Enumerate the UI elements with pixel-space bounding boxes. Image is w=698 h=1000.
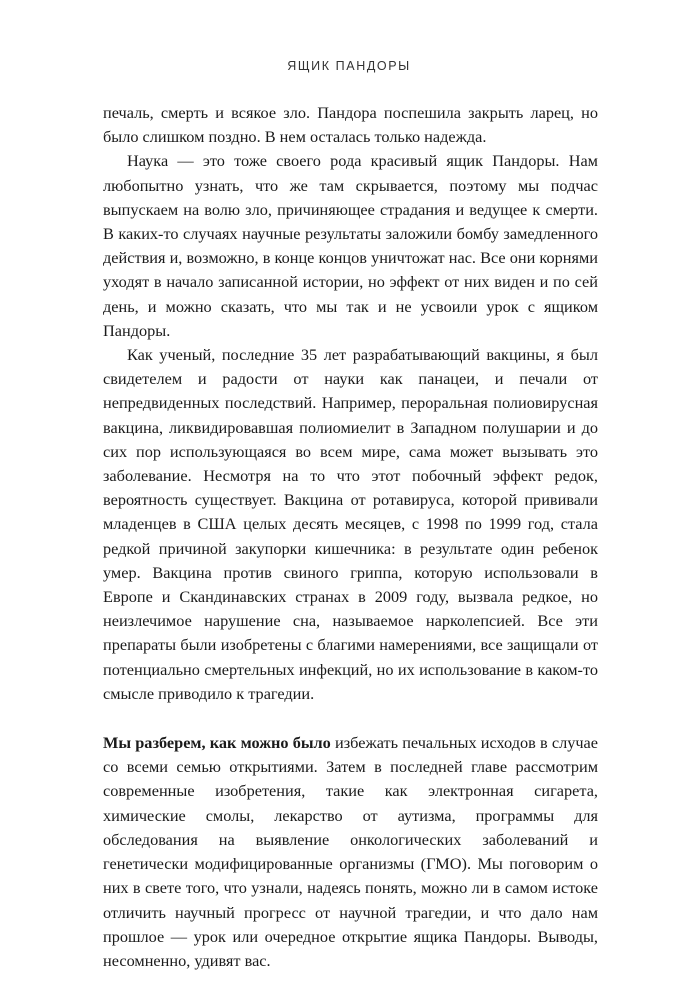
paragraph-4-text: избежать печальных исходов в случае со всеми семью открытиями. Затем в последней главе рассмотрим современные изобретения, такие как электронная сигарета, химические смолы, лекарство от аутизма, программы для обследования на выявление онкологических заболеваний и генетически модифицированные организмы (ГМО). Мы поговорим о них в свете того, что узнали, надеясь понять, можно ли в самом истоке отличить научный прогресс от научной трагедии, и что дало нам прошлое — урок или очередное открытие ящика Пандоры. Выводы, несомненно, удивят вас. (103, 733, 598, 970)
paragraph-3: Как ученый, последние 35 лет разрабатывающий вакцины, я был свидетелем и радости от науки как панацеи, и печали от непредвиденных последствий. Например, пероральная полиовирусная вакцина, ликвидировавшая полиомиелит в Западном полушарии и до сих пор использующаяся во всем мире, сама может вызывать это заболевание. Несмотря на то что этот побочный эффект редок, вероятность существует. Вакцина от ротавируса, которой прививали младенцев в США целых десять месяцев, с 1998 по 1999 год, стала редкой причиной закупорки кишечника: в результате один ребенок умер. Вакцина против свиного гриппа, которую использовали в Европе и Скандинавских странах в 2009 году, вызвала редкое, но неизлечимое нарушение сна, называемое нарколепсией. Все эти препараты были изобретены с благими намерениями, все защищали от потенциально смертельных инфекций, но их использование в каком-то смысле приводило к трагедии. (103, 345, 598, 703)
paragraph-1: печаль, смерть и всякое зло. Пандора поспешила закрыть ларец, но было слишком поздно. В нем осталась только надежда. (103, 103, 598, 147)
paragraph-4 (103, 731, 598, 973)
paragraph-4-lead-bold: Мы разберем, как можно было (103, 733, 331, 753)
running-header: ЯЩИК ПАНДОРЫ (287, 59, 411, 73)
paragraph-2: Наука — это тоже своего рода красивый ящик Пандоры. Нам любопытно узнать, что же там скрывается, поэтому мы подчас выпускаем на волю зло, причиняющее страдания и ведущее к смерти. В каких-то случаях научные результаты заложили бомбу замедленного действия и, возможно, в конце концов уничтожат нас. Все они корнями уходят в начало записанной истории, но эффект от них виден и по сей день, и можно сказать, что мы так и не усвоили урок с ящиком Пандоры. (103, 151, 598, 340)
page-text (103, 101, 598, 973)
